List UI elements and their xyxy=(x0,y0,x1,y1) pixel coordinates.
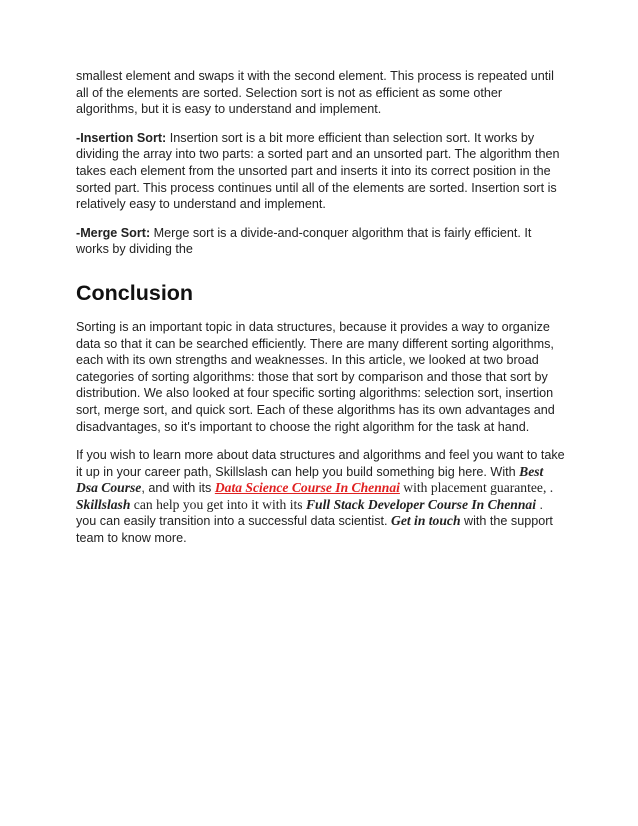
merge-sort-text: Merge sort is a divide-and-conquer algorithm that is fairly efficient. It works by dividing the xyxy=(76,225,532,257)
cta-paragraph xyxy=(76,447,566,547)
insertion-sort-text: Insertion sort is a bit more efficient than selection sort. It works by dividing the array into two parts: a sorted part and an unsorted part. The algorithm then takes each element from the unsorted part and inserts it into its correct position in the sorted part. This process continues until all of the elements are sorted. Insertion sort is relatively easy to understand and implement. xyxy=(76,130,560,212)
get-in-touch-link[interactable]: Get in touch xyxy=(391,513,461,529)
best-dsa-course-link[interactable]: Best Dsa Course xyxy=(76,463,544,496)
cta-text-2: , and with its xyxy=(141,481,215,496)
insertion-sort-label: -Insertion Sort: xyxy=(76,130,167,145)
full-stack-course-link[interactable]: Full Stack Developer Course In Chennai xyxy=(305,496,536,512)
cta-text-6: with the support team to know more. xyxy=(76,514,553,546)
cta-text-4: can help you get into it with its xyxy=(130,496,306,512)
conclusion-heading: Conclusion xyxy=(76,280,194,305)
insertion-sort-paragraph xyxy=(76,130,566,213)
cta-text-3: with placement guarantee, . xyxy=(399,480,554,496)
skillslash-text: Skillslash xyxy=(76,496,131,512)
cta-text-5: . you can easily transition into a successful data scientist. xyxy=(76,497,543,529)
merge-sort-paragraph xyxy=(76,225,566,258)
cta-text-1: If you wish to learn more about data structures and algorithms and feel you want to take it up in your career path, Skillslash can help you build something big here. With xyxy=(76,448,565,479)
merge-sort-label: -Merge Sort: xyxy=(76,225,151,240)
conclusion-paragraph: Sorting is an important topic in data structures, because it provides a way to organize data so that it can be searched efficiently. There are many different sorting algorithms, each with its own strengths and weaknesses. In this article, we looked at two broad categories of sorting algorithms: those that sort by comparison and those that sort by distribution. We also looked at four specific sorting algorithms: selection sort, insertion sort, merge sort, and quick sort. Each of these algorithms has its own advantages and disadvantages, so it's important to choose the right algorithm for the task at hand. xyxy=(76,319,555,434)
data-science-course-link[interactable]: Data Science Course In Chennai xyxy=(214,480,400,496)
selection-sort-paragraph: smallest element and swaps it with the second element. This process is repeated until all of the elements are sorted. Selection sort is not as efficient as some other algorithms, but it is easy to understand and implement. xyxy=(76,69,554,117)
